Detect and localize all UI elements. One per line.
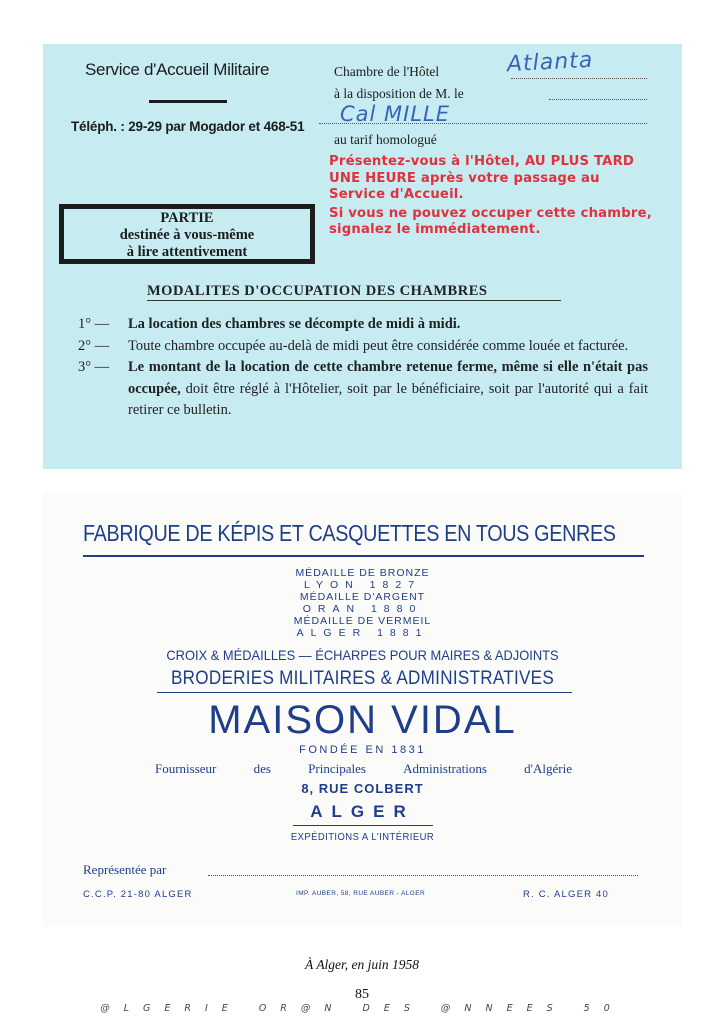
rule-number: 2° —	[78, 337, 110, 354]
officer-dotted-line	[319, 123, 647, 124]
book-footer: @LGERIE OR@N DES @NNEES 50	[100, 1003, 624, 1014]
representee-label: Représentée par	[83, 862, 167, 877]
fournisseur-word: Fournisseur	[155, 761, 217, 776]
rules-list	[78, 314, 648, 422]
rc-line: R. C. ALGER 40	[523, 889, 609, 900]
medal-line: ALGER 1881	[296, 627, 429, 639]
title-divider	[149, 100, 227, 103]
maison-vidal-business-card	[43, 493, 682, 926]
medal-line: ORAN 1880	[302, 603, 423, 615]
founded-line: FONDÉE EN 1831	[299, 744, 426, 756]
expeditions-line: EXPÉDITIONS A L'INTÉRIEUR	[290, 831, 435, 843]
service-title: Service d'Accueil Militaire	[85, 60, 270, 79]
rule-text-bold: Le montant de la location de cette chambre retenue ferme, même si elle n'était pas occupée,	[128, 359, 648, 397]
rule-text: La location des chambres se décompte de midi à midi.	[128, 316, 461, 332]
hotel-name-handwritten: Atlanta	[506, 47, 594, 78]
fournisseur-word: Administrations	[403, 761, 487, 776]
city-line: ALGER	[310, 802, 415, 821]
fabrique-heading: FABRIQUE DE KÉPIS ET CASQUETTES EN TOUS GENRES	[83, 520, 616, 546]
fournisseur-line	[155, 761, 572, 777]
fournisseur-word: d'Algérie	[524, 761, 572, 776]
medal-line: MÉDAILLE DE VERMEIL	[293, 615, 432, 627]
rule-number: 3° —	[78, 359, 110, 375]
box-destinee: destinée à vous-même	[119, 227, 255, 243]
rule-text: Toute chambre occupée au-delà de midi peut être considérée comme louée et facturée.	[128, 337, 629, 354]
croix-medailles-line: CROIX & MÉDAILLES — ÉCHARPES POUR MAIRES & ADJOINTS	[166, 647, 559, 663]
modalites-heading: MODALITES D'OCCUPATION DES CHAMBRES	[147, 283, 488, 299]
medal-line: MÉDAILLE D'ARGENT	[299, 591, 426, 603]
rule-item	[78, 357, 648, 422]
broderies-line: BRODERIES MILITAIRES & ADMINISTRATIVES	[170, 668, 555, 689]
military-hotel-voucher-card	[43, 44, 682, 469]
rule-number: 1° —	[78, 316, 110, 332]
disposition-dotted-line	[549, 99, 647, 100]
page-number: 85	[355, 987, 369, 1002]
tarif-label: au tarif homologué	[334, 132, 437, 147]
box-lire: à lire attentivement	[126, 244, 248, 260]
representee-dotted-line	[208, 875, 638, 876]
hotel-dotted-line	[511, 78, 647, 79]
box-partie: PARTIE	[160, 210, 214, 226]
ccp-line: C.C.P. 21-80 ALGER	[83, 889, 193, 900]
rule-item	[78, 336, 648, 358]
rule-text: doit être réglé à l'Hôtelier, soit par le bénéficiaire, soit par l'autorité qui a fait retirer ce bulletin.	[128, 380, 648, 418]
chambre-label: Chambre de l'Hôtel	[334, 64, 440, 79]
printer-line: IMP. AUBER, 58, RUE AUBER - ALGER	[296, 890, 426, 897]
heading-underline	[83, 555, 644, 557]
disposition-label: à la disposition de M. le	[334, 86, 464, 101]
address-line: 8, RUE COLBERT	[301, 781, 424, 796]
read-carefully-box	[59, 204, 315, 264]
officer-name-handwritten: Cal MILLE	[340, 102, 451, 126]
medal-line: LYON 1827	[303, 579, 422, 591]
medal-line: MÉDAILLE DE BRONZE	[295, 567, 430, 579]
fournisseur-word: Principales	[308, 761, 366, 776]
red-notice-cancel: Si vous ne pouvez occuper cette chambre, signalez le immédiatement.	[329, 205, 652, 237]
city-underline	[293, 825, 433, 826]
modalites-underline	[147, 300, 561, 301]
red-notice-arrival: Présentez-vous à l'Hôtel, AU PLUS TARD UNE HEURE après votre passage au Service d'Accueil.	[329, 154, 635, 202]
broderies-underline	[157, 692, 572, 693]
red-notice	[329, 154, 659, 241]
company-name: MAISON VIDAL	[208, 698, 517, 742]
telephone-line: Téléph. : 29-29 par Mogador et 468-51	[71, 119, 305, 134]
fournisseur-word: des	[253, 761, 271, 776]
photo-caption: À Alger, en juin 1958	[304, 957, 420, 972]
rule-item	[78, 314, 648, 336]
